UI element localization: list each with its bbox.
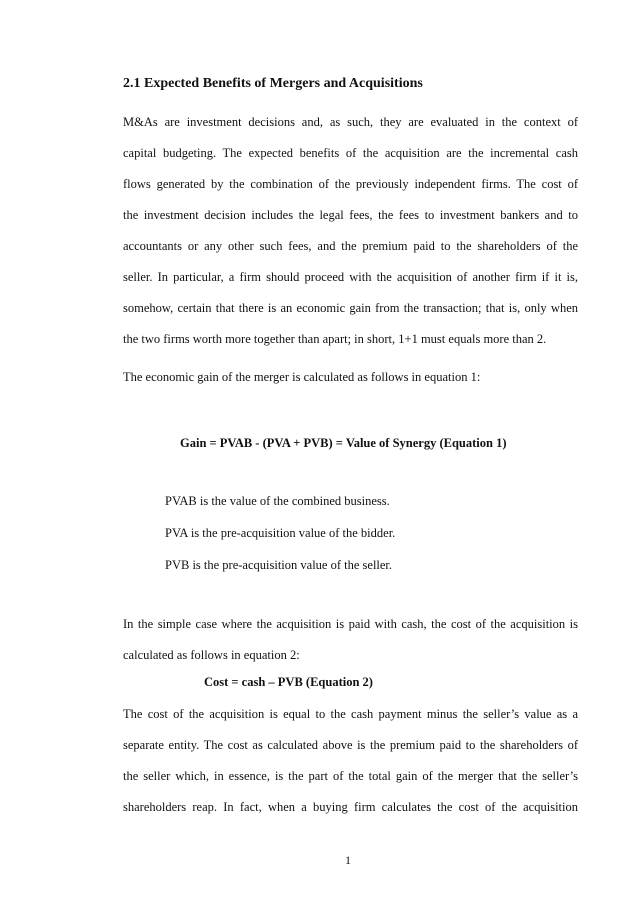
equation-1: Gain = PVAB - (PVA + PVB) = Value of Synergy (Equation 1): [180, 436, 507, 450]
paragraph-line: seller. In particular, a firm should proceed with the acquisition of another firm if it is,: [123, 270, 578, 284]
paragraph-line: the investment decision includes the legal fees, the fees to investment bankers and to: [123, 208, 578, 222]
paragraph-line: M&As are investment decisions and, as such, they are evaluated in the context of: [123, 115, 578, 129]
paragraph-line: somehow, certain that there is an economic gain from the transaction; that is, only when: [123, 301, 578, 315]
paragraph-line: In the simple case where the acquisition is paid with cash, the cost of the acquisition is: [123, 617, 578, 631]
paragraph-cost-explanation: [123, 699, 578, 823]
equation-2: Cost = cash – PVB (Equation 2): [204, 675, 373, 689]
section-heading: 2.1 Expected Benefits of Mergers and Acquisitions: [123, 76, 423, 91]
definition-pva: PVA is the pre-acquisition value of the bidder.: [165, 526, 396, 540]
paragraph-line: the two firms worth more together than apart; in short, 1+1 must equals more than 2.: [123, 332, 547, 346]
paragraph-line: flows generated by the combination of the previously independent firms. The cost of: [123, 177, 578, 191]
paragraph-line: capital budgeting. The expected benefits of the acquisition are the incremental cash: [123, 146, 578, 160]
definition-pvb: PVB is the pre-acquisition value of the seller.: [165, 558, 393, 572]
definition-pvab: PVAB is the value of the combined business.: [165, 494, 390, 508]
page-number: 1: [345, 853, 351, 867]
paragraph-line: The cost of the acquisition is equal to the cash payment minus the seller’s value as a: [123, 707, 578, 721]
paragraph-line: separate entity. The cost as calculated above is the premium paid to the shareholders of: [123, 738, 578, 752]
paragraph-line: the seller which, in essence, is the part of the total gain of the merger that the seller’s: [123, 769, 578, 783]
paragraph-economic-gain: The economic gain of the merger is calculated as follows in equation 1:: [123, 370, 481, 384]
paragraph-line: accountants or any other such fees, and the premium paid to the shareholders of the: [123, 239, 578, 253]
paragraph-line: shareholders reap. In fact, when a buying firm calculates the cost of the acquisition: [123, 800, 578, 814]
paragraph-mergers-intro: [123, 107, 578, 355]
paragraph-cash-acquisition: [123, 609, 578, 671]
paragraph-line: calculated as follows in equation 2:: [123, 648, 300, 662]
